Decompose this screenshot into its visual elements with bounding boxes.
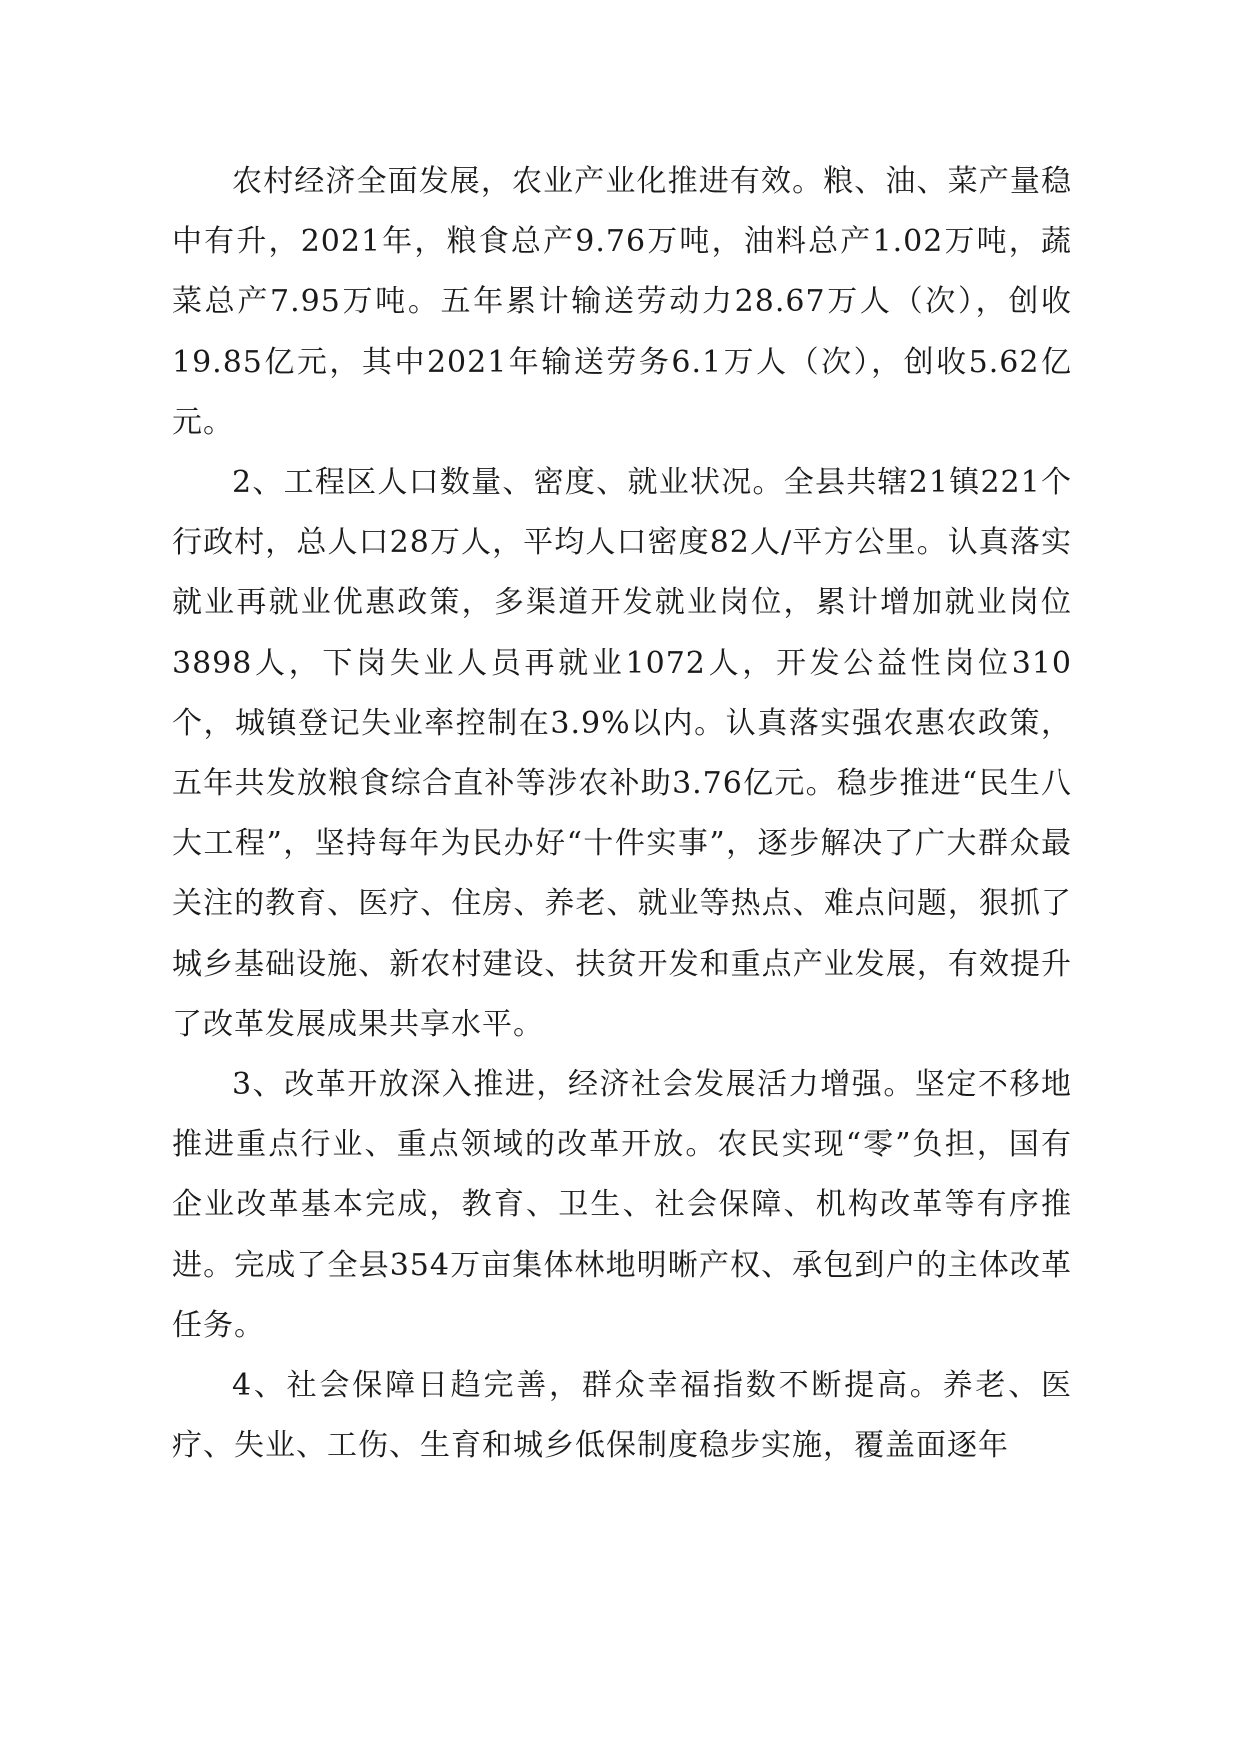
paragraph-reform-opening: 3、改革开放深入推进，经济社会发展活力增强。坚定不移地推进重点行业、重点领域的改革开放。农民实现“零”负担，国有企业改革基本完成，教育、卫生、社会保障、机构改革等有序推进。完成了全县354万亩集体林地明晰产权、承包到户的主体改革任务。 xyxy=(172,1067,1072,1343)
paragraph-population-employment: 2、工程区人口数量、密度、就业状况。全县共辖21镇221个行政村，总人口28万人，平均人口密度82人/平方公里。认真落实就业再就业优惠政策，多渠道开发就业岗位，累计增加就业岗位3898人，下岗失业人员再就业1072人，开发公益性岗位310个，城镇登记失业率控制在3.9%以内。认真落实强农惠农政策，五年共发放粮食综合直补等涉农补助3.76亿元。稳步推进“民生八大工程”，坚持每年为民办好“十件实事”，逐步解决了广大群众最关注的教育、医疗、住房、养老、就业等热点、难点问题，狠抓了城乡基础设施、新农村建设、扶贫开发和重点产业发展，有效提升了改革发展成果共享水平。 xyxy=(172,465,1072,1042)
document-body xyxy=(172,152,1072,1476)
paragraph-social-security: 4、社会保障日趋完善，群众幸福指数不断提高。养老、医疗、失业、工伤、生育和城乡低保制度稳步实施，覆盖面逐年 xyxy=(172,1368,1072,1464)
paragraph-rural-economy: 农村经济全面发展，农业产业化推进有效。粮、油、菜产量稳中有升，2021年，粮食总产9.76万吨，油料总产1.02万吨，蔬菜总产7.95万吨。五年累计输送劳动力28.67万人（次），创收19.85亿元，其中2021年输送劳务6.1万人（次），创收5.62亿元。 xyxy=(172,164,1072,440)
